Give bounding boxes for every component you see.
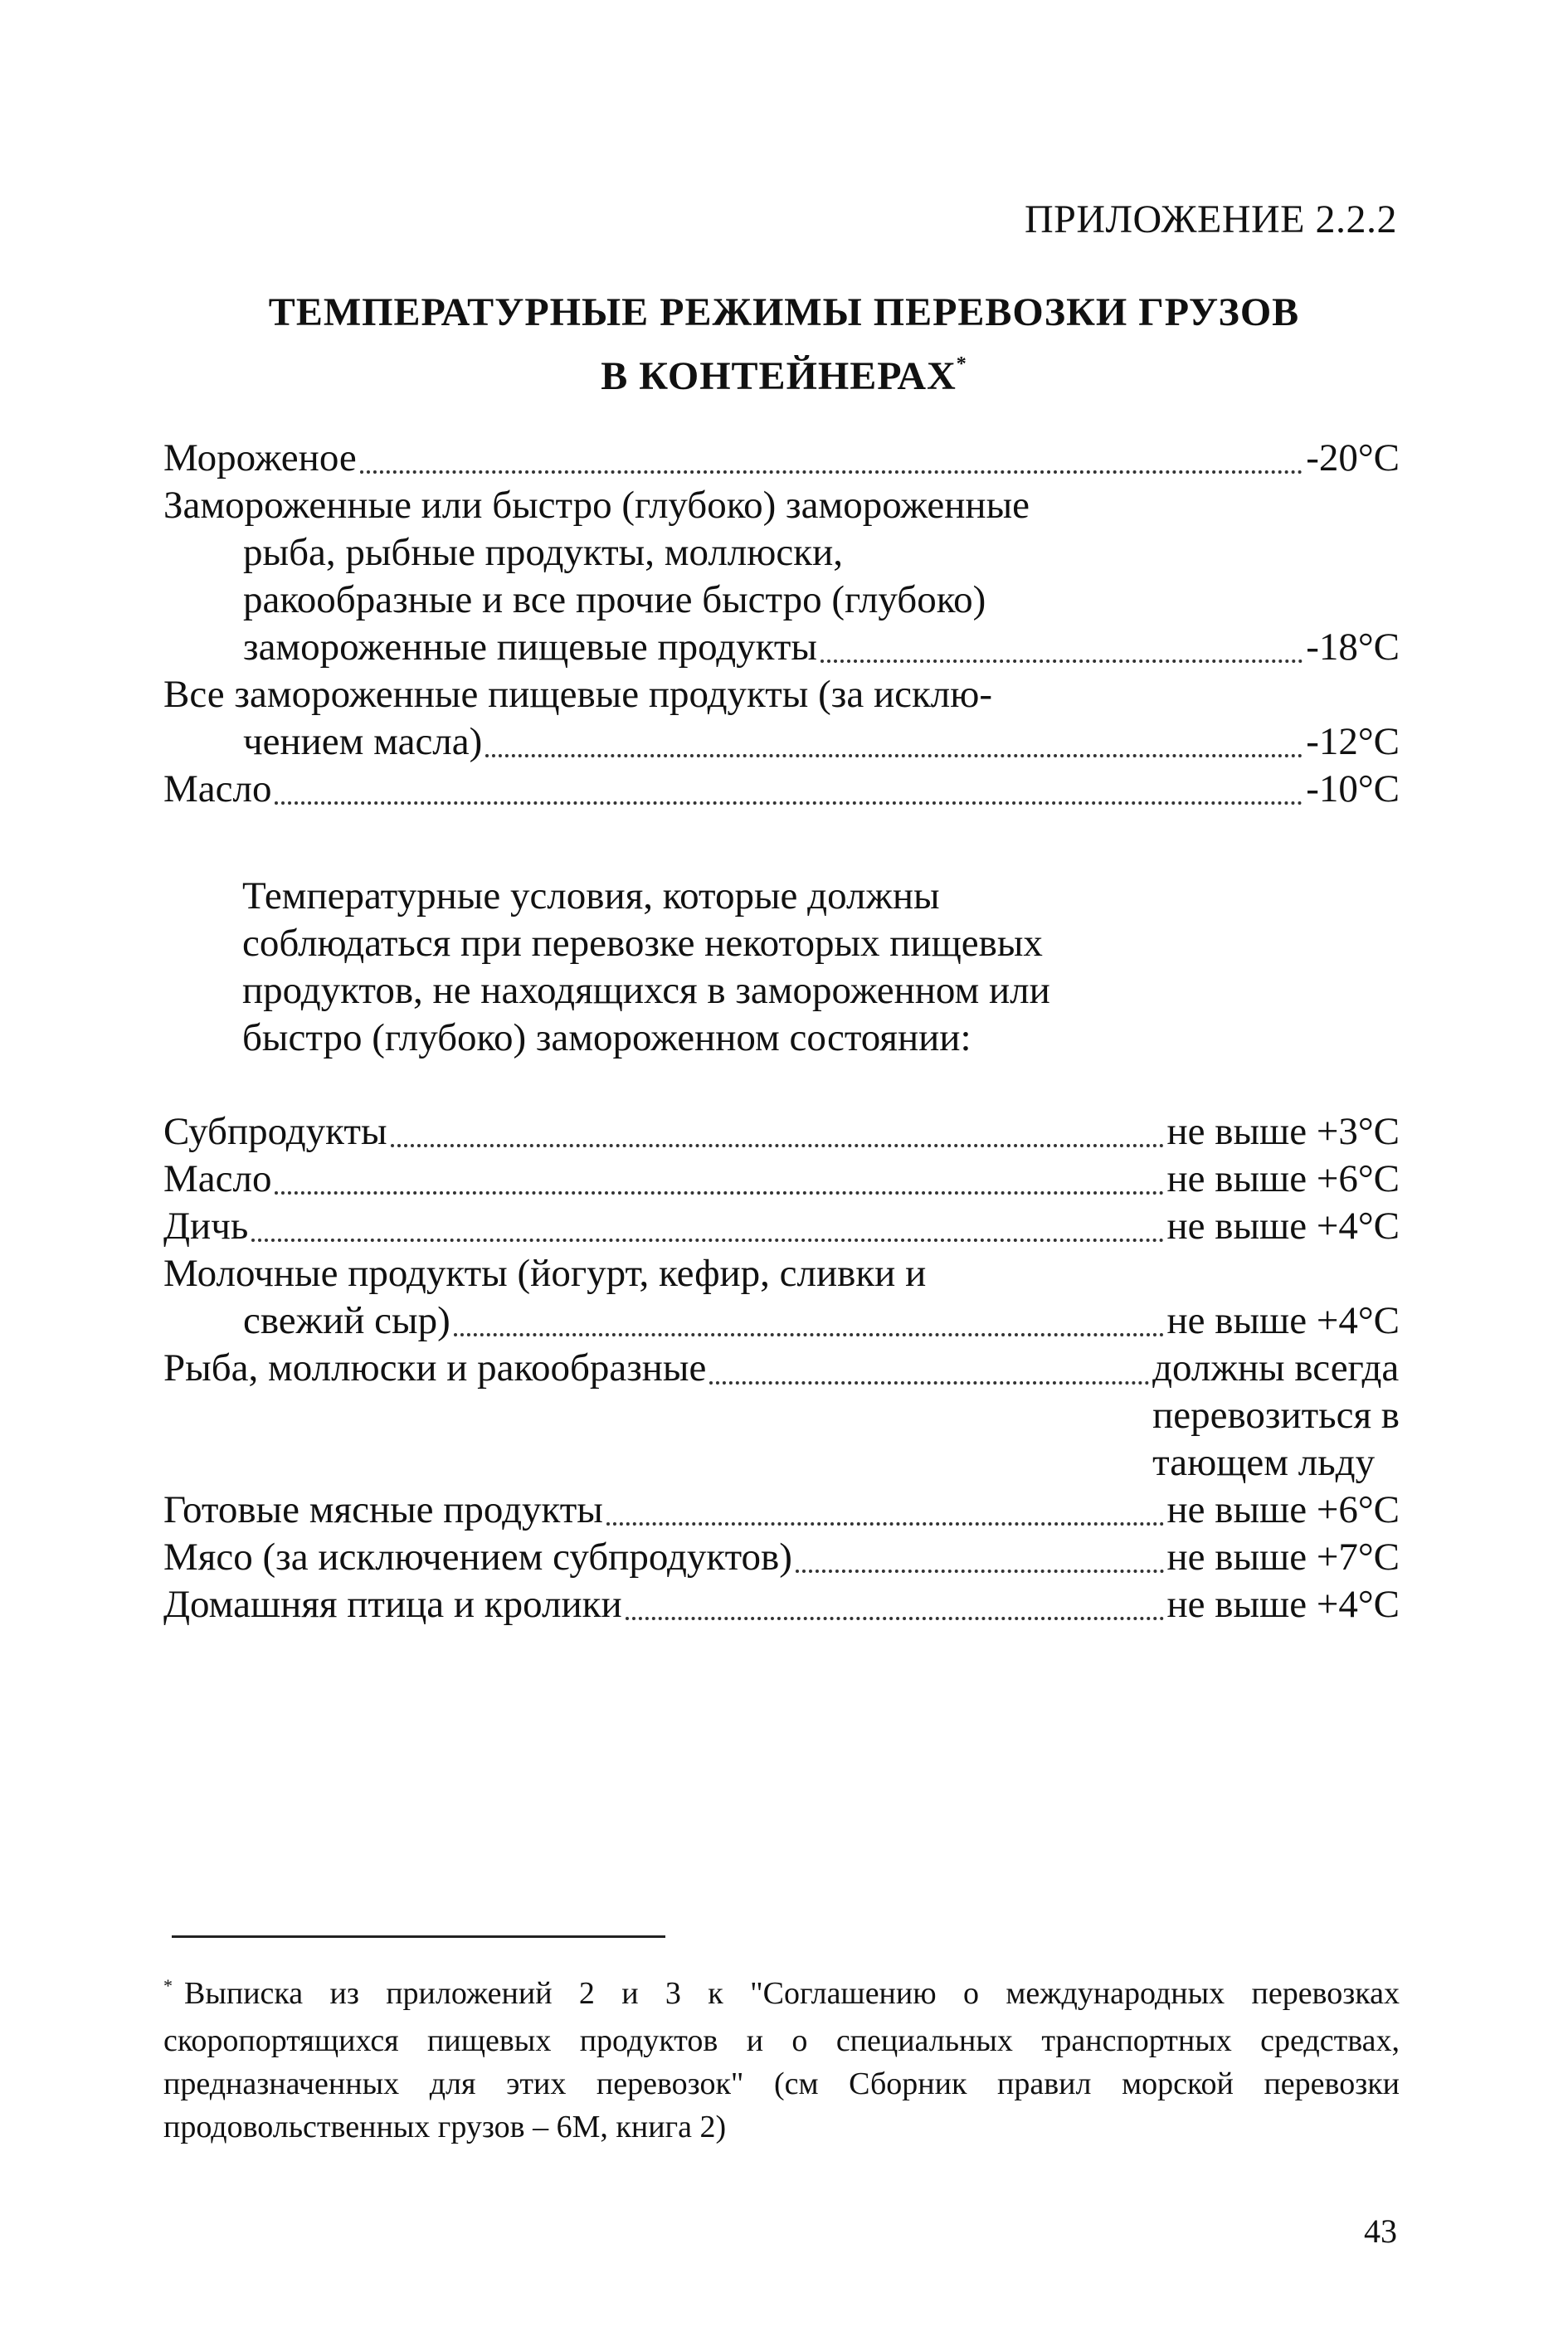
item-label-line: ракообразные и все прочие быстро (глубоко) [243, 578, 986, 621]
footnote-divider [172, 1935, 665, 1938]
item-label: Дичь [163, 1205, 249, 1248]
dot-leader [275, 1191, 1163, 1195]
item-label-line: рыба, рыбные продукты, моллюски, [243, 531, 843, 574]
item-label-line: Замороженные или быстро (глубоко) замороженные [163, 484, 1030, 527]
item-condition [1152, 1345, 1400, 1487]
title-line-1: ТЕМПЕРАТУРНЫЕ РЕЖИМЫ ПЕРЕВОЗКИ ГРУЗОВ [268, 290, 1300, 334]
item-label: Мясо (за исключением субпродуктов) [163, 1536, 792, 1579]
item-label-row [163, 624, 1400, 671]
dot-leader [485, 754, 1303, 757]
item-temperature: не выше +4°С [1166, 1299, 1400, 1342]
item-label: Субпродукты [163, 1110, 387, 1153]
list-item [163, 766, 1400, 813]
item-label-line: чением масла) [243, 720, 483, 763]
document-title [0, 285, 1568, 405]
item-label: Мороженое [163, 436, 357, 479]
item-label-row [163, 1297, 1400, 1345]
list-item [163, 1487, 1400, 1534]
dot-leader [454, 1333, 1164, 1336]
list-item [163, 435, 1400, 482]
paragraph-line: быстро (глубоко) замороженном состоянии: [242, 1016, 971, 1059]
paragraph-line: соблюдаться при перевозке некоторых пищевых [242, 922, 1043, 965]
list-item [163, 671, 1400, 766]
list-item [163, 1534, 1400, 1581]
paragraph-line: продуктов, не находящихся в замороженном или [242, 969, 1050, 1012]
item-temperature: -18°С [1306, 625, 1400, 669]
appendix-label: ПРИЛОЖЕНИЕ 2.2.2 [1024, 197, 1397, 241]
item-label: Масло [163, 1157, 272, 1200]
footnote-reference-mark: * [956, 353, 967, 375]
item-label: Домашняя птица и кролики [163, 1583, 622, 1626]
chilled-goods-list [163, 1108, 1400, 1628]
footnote-mark: * [163, 1975, 173, 1996]
item-label: Масло [163, 767, 272, 810]
title-line-2 [0, 341, 1568, 405]
frozen-goods-list [163, 435, 1400, 813]
dot-leader [821, 660, 1303, 663]
item-temperature: не выше +7°С [1166, 1536, 1400, 1579]
item-label-line: свежий сыр) [243, 1299, 450, 1342]
dot-leader [626, 1617, 1164, 1620]
item-temperature: не выше +4°С [1166, 1583, 1400, 1626]
item-temperature: -10°С [1306, 767, 1400, 810]
dot-leader [251, 1239, 1163, 1242]
dot-leader [391, 1144, 1164, 1147]
item-temperature: не выше +6°С [1166, 1157, 1400, 1200]
item-label-line: замороженные пищевые продукты [243, 625, 817, 669]
item-label: Рыба, моллюски и ракообразные [163, 1346, 707, 1390]
intro-paragraph [242, 873, 1155, 1062]
item-label-line: Молочные продукты (йогурт, кефир, сливки и [163, 1252, 927, 1295]
list-item [163, 1203, 1400, 1250]
item-temperature: не выше +4°С [1166, 1205, 1400, 1248]
item-label-line: Все замороженные пищевые продукты (за исклю- [163, 673, 993, 716]
list-item [163, 1156, 1400, 1203]
footnote [163, 1972, 1400, 2149]
dot-leader [606, 1522, 1164, 1526]
list-item [163, 1581, 1400, 1628]
item-temperature: -12°С [1306, 720, 1400, 763]
condition-line: должны всегда [1152, 1346, 1400, 1390]
item-label: Готовые мясные продукты [163, 1488, 603, 1531]
condition-line: тающем льду [1152, 1441, 1376, 1484]
paragraph-line: Температурные условия, которые должны [242, 874, 940, 918]
page-number: 43 [1364, 2212, 1397, 2250]
item-label-row [163, 718, 1400, 766]
item-temperature: -20°С [1306, 436, 1400, 479]
list-item [163, 1250, 1400, 1345]
dot-leader [709, 1381, 1149, 1385]
list-item [163, 482, 1400, 671]
condition-line: перевозиться в [1152, 1394, 1400, 1437]
footnote-text: Выписка из приложений 2 и 3 к "Соглашению о международных перевозках скоропортящихся пищевых продуктов и о специальных транспортных средствах, предназначенных для этих перевозок" (см Сборник правил морской перевозки продовольственных грузов – 6М, книга 2) [163, 1976, 1400, 2144]
dot-leader [796, 1570, 1164, 1573]
list-item [163, 1108, 1400, 1156]
dot-leader [275, 801, 1303, 805]
title-line-2-text: В КОНТЕЙНЕРАХ [601, 354, 957, 398]
dot-leader [360, 470, 1303, 474]
item-temperature: не выше +6°С [1166, 1488, 1400, 1531]
list-item [163, 1345, 1400, 1487]
item-temperature: не выше +3°С [1166, 1110, 1400, 1153]
